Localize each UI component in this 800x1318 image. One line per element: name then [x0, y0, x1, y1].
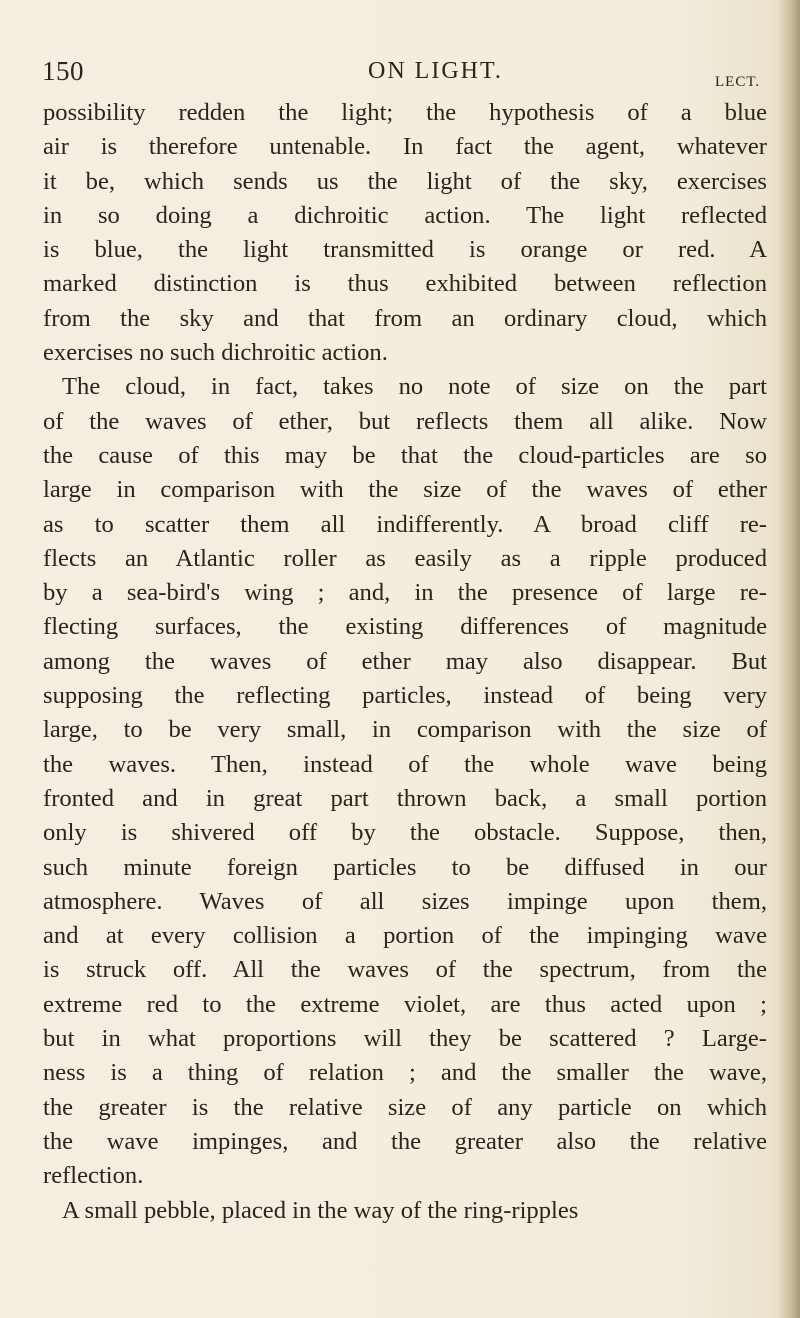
paragraph-start-line: The cloud, in fact, takes no note of size on the part	[62, 373, 767, 401]
text-line: and at every collision a portion of the impinging wave	[43, 922, 767, 950]
text-line: it be, which sends us the light of the sky, exercises	[43, 167, 767, 195]
paragraph-start-line: A small pebble, placed in the way of the ring-ripples	[62, 1196, 579, 1224]
text-line: large in comparison with the size of the waves of ether	[43, 476, 767, 504]
running-title: ON LIGHT.	[368, 58, 503, 84]
text-line: such minute foreign particles to be diffused in our	[43, 853, 767, 881]
text-line: but in what proportions will they be scattered ? Large-	[43, 1025, 767, 1053]
text-line: of the waves of ether, but reflects them all alike. Now	[43, 407, 767, 435]
text-line: the greater is the relative size of any particle on which	[43, 1093, 767, 1121]
text-line: the cause of this may be that the cloud-particles are so	[43, 441, 767, 469]
text-line: by a sea-bird's wing ; and, in the presence of large re-	[43, 579, 767, 607]
text-line: possibility redden the light; the hypothesis of a blue	[43, 99, 767, 126]
text-line: atmosphere. Waves of all sizes impinge upon them,	[43, 887, 767, 915]
text-line: only is shivered off by the obstacle. Suppose, then,	[43, 819, 767, 847]
page-number: 150	[42, 56, 84, 86]
page-edge-shadow	[778, 0, 800, 1318]
text-line: large, to be very small, in comparison with the size of	[43, 716, 767, 744]
body-text	[43, 96, 767, 1228]
text-line: is struck off. All the waves of the spectrum, from the	[43, 956, 767, 984]
text-line: in so doing a dichroitic action. The light reflected	[43, 201, 767, 229]
text-line: is blue, the light transmitted is orange or red. A	[43, 236, 767, 264]
text-line: the waves. Then, instead of the whole wave being	[43, 750, 767, 778]
text-line: as to scatter them all indifferently. A broad cliff re-	[43, 510, 767, 538]
text-line: among the waves of ether may also disappear. But	[43, 647, 767, 675]
text-line: the wave impinges, and the greater also the relative	[43, 1127, 767, 1155]
text-line: flects an Atlantic roller as easily as a ripple produced	[43, 544, 767, 572]
text-line: supposing the reflecting particles, instead of being very	[43, 682, 767, 710]
running-head	[42, 56, 762, 88]
text-line: flecting surfaces, the existing differences of magnitude	[43, 613, 767, 641]
paragraph-end-line: reflection.	[43, 1162, 144, 1190]
text-line: ness is a thing of relation ; and the smaller the wave,	[43, 1059, 767, 1087]
text-line: air is therefore untenable. In fact the agent, whatever	[43, 133, 767, 161]
text-line: fronted and in great part thrown back, a small portion	[43, 784, 767, 812]
text-line: extreme red to the extreme violet, are thus acted upon ;	[43, 990, 767, 1018]
text-line: from the sky and that from an ordinary cloud, which	[43, 304, 767, 332]
paragraph-end-line: exercises no such dichroitic action.	[43, 339, 388, 367]
lecture-mark: LECT.	[715, 74, 761, 90]
text-line: marked distinction is thus exhibited between reflection	[43, 270, 767, 298]
